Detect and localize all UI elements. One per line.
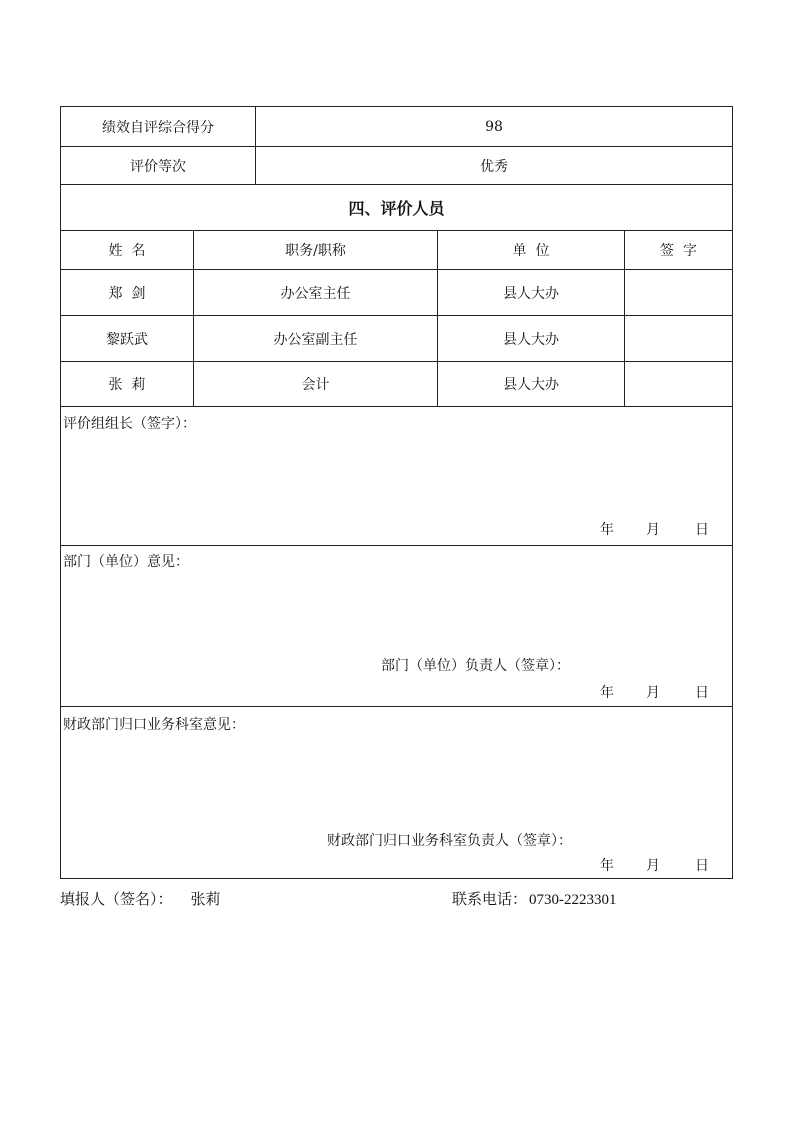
- day-label: 日: [695, 685, 709, 701]
- header-title: 职务/职称: [285, 243, 346, 259]
- score-value: 98: [485, 118, 503, 135]
- finance-opinion-label: 财政部门归口业务科室意见：: [63, 717, 245, 733]
- finance-signer-label: 财政部门归口业务科室负责人（签章）：: [327, 833, 572, 849]
- day-label: 日: [695, 522, 709, 538]
- filler-info: [60, 888, 221, 909]
- dept-signer-label: 部门（单位）负责人（签章）：: [381, 658, 570, 674]
- leader-date: [61, 519, 732, 537]
- contact-info: [452, 888, 617, 909]
- dept-date: [61, 682, 732, 700]
- score-label: 绩效自评综合得分: [102, 119, 214, 136]
- header-signature: 签 字: [660, 243, 697, 259]
- finance-date: [61, 855, 732, 873]
- row-divider: [61, 706, 732, 707]
- month-label: 月: [646, 522, 660, 538]
- dept-opinion-label: 部门（单位）意见：: [63, 554, 189, 570]
- person-name: 张 莉: [108, 377, 146, 393]
- phone-label: 联系电话：: [452, 890, 528, 908]
- person-title: 会计: [301, 377, 330, 393]
- month-label: 月: [646, 858, 660, 874]
- grade-value: 优秀: [480, 158, 508, 175]
- person-unit: 县人大办: [503, 377, 559, 393]
- person-name: 郑 剑: [108, 285, 146, 302]
- day-label: 日: [695, 858, 709, 874]
- row-divider: [61, 406, 732, 407]
- person-name: 黎跃武: [106, 331, 148, 348]
- header-name: 姓 名: [108, 243, 146, 259]
- year-label: 年: [600, 858, 614, 874]
- person-signature[interactable]: [625, 362, 732, 406]
- evaluation-form: [60, 106, 733, 879]
- person-unit: 县人大办: [503, 285, 559, 302]
- row-divider: [61, 545, 732, 546]
- person-signature[interactable]: [625, 316, 732, 361]
- month-label: 月: [646, 685, 660, 701]
- section-title: 四、评价人员: [348, 199, 445, 218]
- person-title: 办公室副主任: [273, 331, 358, 348]
- header-unit: 单 位: [512, 243, 550, 259]
- filler-label: 填报人（签名）：: [60, 890, 173, 908]
- year-label: 年: [600, 522, 614, 538]
- person-signature[interactable]: [625, 270, 732, 315]
- grade-label: 评价等次: [130, 158, 186, 175]
- phone-value: 0730-2223301: [529, 892, 617, 908]
- year-label: 年: [600, 685, 614, 701]
- leader-sign-label: 评价组组长（签字）：: [63, 416, 196, 432]
- person-unit: 县人大办: [503, 331, 559, 348]
- person-title: 办公室主任: [280, 285, 351, 302]
- filler-value: 张莉: [190, 892, 221, 908]
